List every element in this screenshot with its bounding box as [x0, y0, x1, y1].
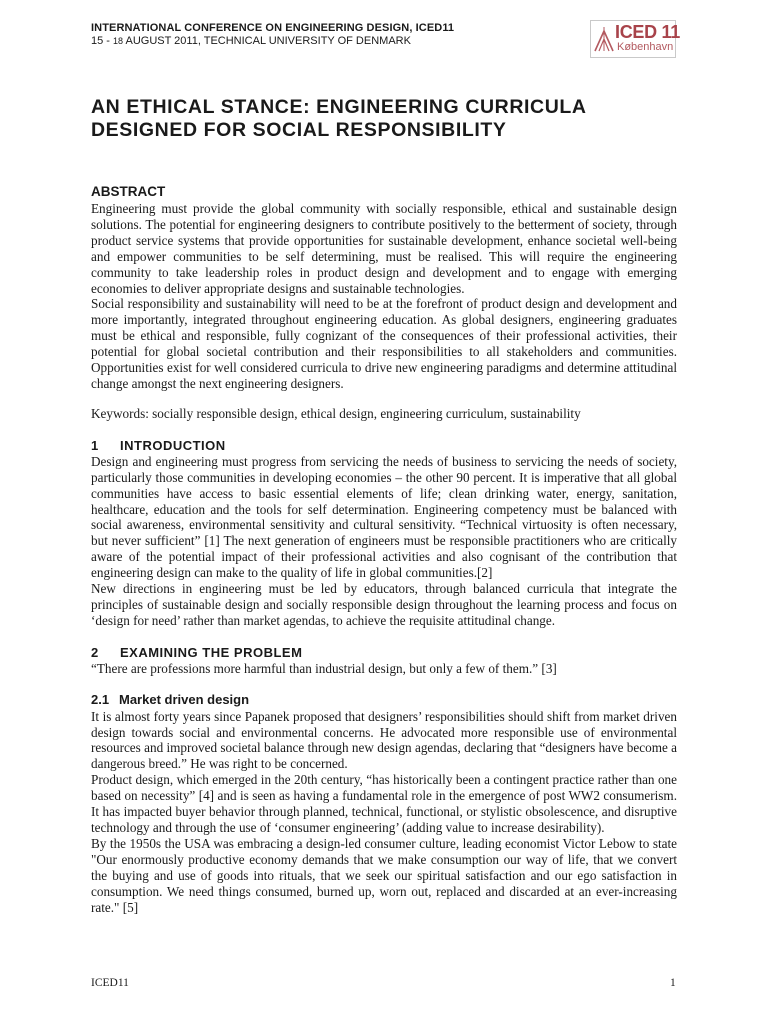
paper-title: AN ETHICAL STANCE: ENGINEERING CURRICULA DESIGNED FOR SOCIAL RESPONSIBILITY	[91, 96, 586, 141]
conference-name: INTERNATIONAL CONFERENCE ON ENGINEERING DESIGN, ICED11	[91, 22, 455, 34]
logo-text: ICED 11	[615, 22, 680, 42]
logo-mark-icon	[593, 25, 615, 53]
section-2-number: 2	[91, 644, 99, 660]
dates-venue: AUGUST 2011, TECHNICAL UNIVERSITY OF DENMARK	[123, 35, 411, 47]
section-2-heading	[91, 644, 677, 661]
logo-city: København	[617, 41, 674, 53]
subsection-2-1-number: 2.1	[91, 691, 110, 707]
dates-end: 18	[113, 36, 124, 46]
iced-logo	[590, 20, 680, 58]
subsection-2-1-paragraph-2: Product design, which emerged in the 20th century, “has historically been a contingent practice rather than one based on necessity” [4] and is seen as having a fundamental role in the emergence of post WW2 consumerism. It has impacted buyer behavior through planned, technical, functional, or stylistic obsolescence, and disruptive technology and through the use of ‘consumer engineering’ (adding value to increase desirability).	[91, 772, 677, 835]
section-1-number: 1	[91, 437, 99, 453]
section-1-paragraph-1: Design and engineering must progress from servicing the needs of business to servicing the needs of society, particularly those communities in developing economies – the other 90 percent. It is imperative that all global communities have access to basic essential elements of life; clean drinking water, energy, sanitation, healthcare, education and the tools for self determination. Engineering competency must be balanced with social awareness, environmental sensitivity and cultural sensitivity. “Technical virtuosity is often necessary, but never sufficient” [1] The next generation of engineers must be responsible practitioners who are critically aware of the potential impact of their professional activities and also cognisant of the contribution that engineering design can make to the quality of life in global communities.[2]	[91, 453, 677, 581]
dates-start: 15 -	[91, 35, 114, 47]
abstract-paragraph-1: Engineering must provide the global community with socially responsible, ethical and sustainable design solutions. The potential for engineering designers to contribute positively to the betterment of society, through product service systems that provide opportunities for sustainable development, enhance societal well-being and empower communities to be self determining, must be realised. This will require the engineering community to take leadership roles in product design and development and to engage with emerging economies to deliver appropriate designs and sustainable technologies.	[91, 201, 677, 296]
subsection-2-1-heading	[91, 691, 677, 709]
section-1-paragraph-2: New directions in engineering must be led by educators, through balanced curricula that integrate the principles of sustainable design and socially responsible design throughout the learning process and focus on ‘design for need’ rather than market agendas, to achieve the requisite attitudinal change.	[91, 581, 677, 628]
keywords: Keywords: socially responsible design, ethical design, engineering curriculum, sustainability	[91, 405, 581, 421]
subsection-2-1-paragraph-3: By the 1950s the USA was embracing a design-led consumer culture, leading economist Victor Lebow to state "Our enormously productive economy demands that we make consumption our way of life, that we convert the buying and use of goods into rituals, that we seek our spiritual satisfaction and our ego satisfaction in consumption. We need things consumed, burned up, worn out, replaced and discarded at an ever-increasing rate." [5]	[91, 835, 677, 915]
section-1-heading	[91, 437, 677, 454]
section-1-title: INTRODUCTION	[120, 437, 226, 453]
subsection-2-1-paragraph-1: It is almost forty years since Papanek proposed that designers’ responsibilities should shift from market driven design towards social and environmental concerns. He advocated more responsible use of environmental resources and improved societal balance through new design agendas, declaring that “designers have become a dangerous breed.” He was right to be concerned.	[91, 708, 677, 772]
page-number: 1	[670, 977, 676, 989]
section-2-title: EXAMINING THE PROBLEM	[120, 644, 303, 660]
section-2-quote: “There are professions more harmful than industrial design, but only a few of them.” [3]	[91, 660, 557, 676]
subsection-2-1-title: Market driven design	[119, 691, 250, 707]
abstract-heading: ABSTRACT	[91, 184, 166, 199]
abstract-paragraph-2: Social responsibility and sustainability will need to be at the forefront of product design and development and more importantly, integrated throughout engineering education. As global designers, engineering graduates must be ethical and responsible, fully cognizant of the consequences of their professional activities, their potential for global societal contribution and their responsibilities to all stakeholders and communities. Opportunities exist for well considered curricula to drive new engineering paradigms and determine attitudinal change amongst the next engineering designers.	[91, 296, 677, 391]
footer-conference: ICED11	[91, 977, 129, 989]
paper-body	[91, 183, 677, 915]
